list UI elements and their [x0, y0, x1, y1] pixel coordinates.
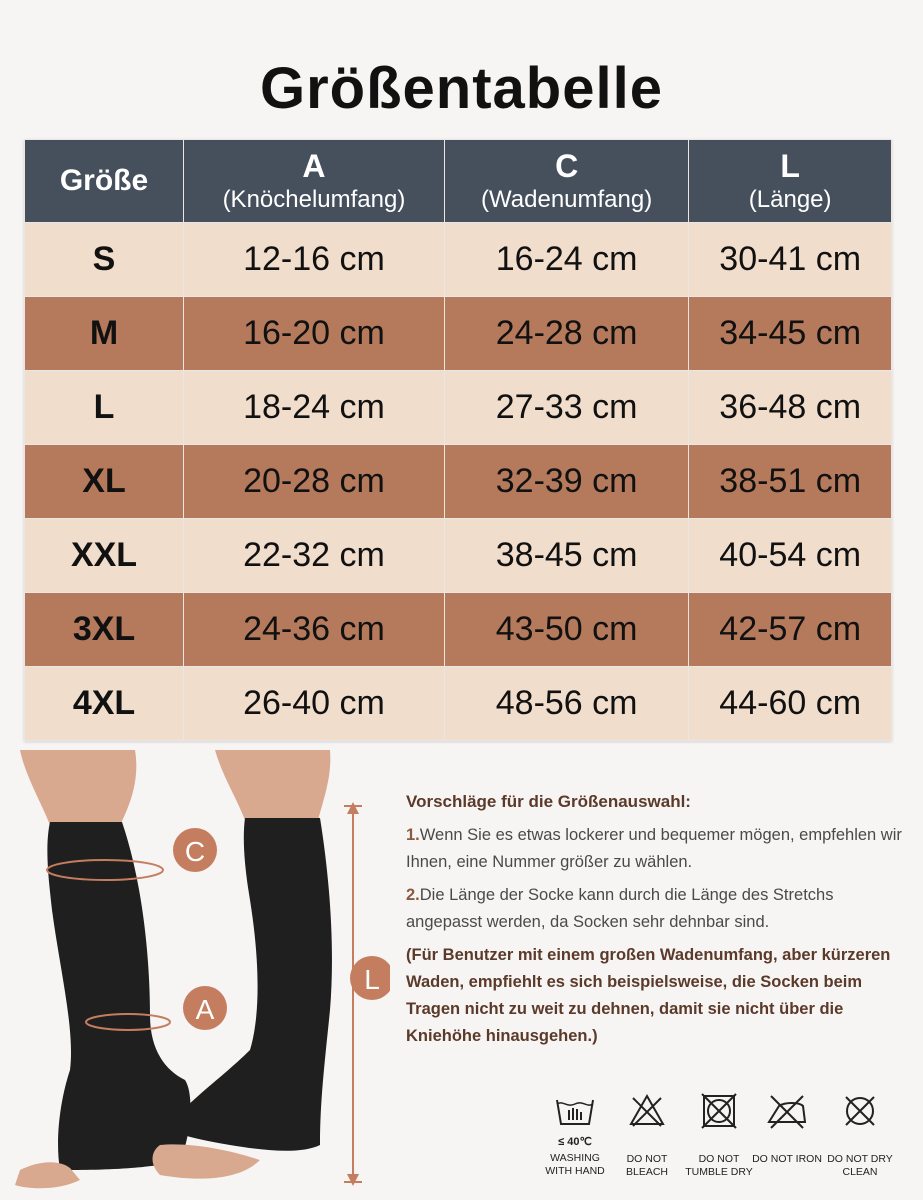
- care-label: DO NOT BLEACH: [625, 1153, 668, 1178]
- header-c: C (Wadenumfang): [444, 140, 688, 223]
- ankle-cell: 24-36 cm: [184, 593, 445, 667]
- no-bleach-icon: [627, 1092, 667, 1130]
- care-no-tumble-dry: [684, 1092, 754, 1179]
- wash-temp: ≤ 40℃: [558, 1136, 592, 1148]
- tip-2: 2.Die Länge der Socke kann durch die Länge des Stretchs angepasst werden, da Socken sehr dehnbar sind.: [406, 886, 834, 931]
- label-c: C: [184, 836, 206, 867]
- size-table: [24, 139, 892, 741]
- calf-cell: 48-56 cm: [444, 667, 688, 741]
- size-tips: [406, 792, 911, 1050]
- ankle-cell: 26-40 cm: [184, 667, 445, 741]
- page-title: Größentabelle: [260, 56, 663, 121]
- care-instructions: [540, 1092, 915, 1200]
- ankle-cell: 20-28 cm: [184, 445, 445, 519]
- care-no-dry-clean: [825, 1092, 895, 1179]
- table-row: [25, 371, 892, 445]
- care-hand-wash: [540, 1092, 610, 1178]
- size-cell: S: [25, 223, 184, 297]
- size-cell: XL: [25, 445, 184, 519]
- care-label: DO NOT DRY CLEAN: [827, 1153, 893, 1178]
- calf-cell: 32-39 cm: [444, 445, 688, 519]
- calf-cell: 27-33 cm: [444, 371, 688, 445]
- care-label: DO NOT IRON: [752, 1153, 822, 1165]
- length-cell: 40-54 cm: [689, 519, 892, 593]
- size-cell: 4XL: [25, 667, 184, 741]
- length-cell: 44-60 cm: [689, 667, 892, 741]
- header-size: Größe: [25, 140, 184, 223]
- label-l: L: [364, 964, 380, 995]
- length-cell: 42-57 cm: [689, 593, 892, 667]
- length-cell: 38-51 cm: [689, 445, 892, 519]
- table-row: [25, 297, 892, 371]
- care-label: DO NOT TUMBLE DRY: [685, 1153, 753, 1178]
- header-a: A (Knöchelumfang): [184, 140, 445, 223]
- header-l: L (Länge): [689, 140, 892, 223]
- ankle-cell: 12-16 cm: [184, 223, 445, 297]
- ankle-cell: 22-32 cm: [184, 519, 445, 593]
- table-row: [25, 593, 892, 667]
- calf-cell: 38-45 cm: [444, 519, 688, 593]
- length-cell: 36-48 cm: [689, 371, 892, 445]
- size-cell: M: [25, 297, 184, 371]
- table-row: [25, 445, 892, 519]
- calf-cell: 43-50 cm: [444, 593, 688, 667]
- no-dry-clean-icon: [840, 1092, 880, 1130]
- length-cell: 34-45 cm: [689, 297, 892, 371]
- hand-wash-icon: [553, 1092, 597, 1130]
- no-iron-icon: [765, 1092, 809, 1130]
- size-cell: L: [25, 371, 184, 445]
- arrow-up-icon: [347, 802, 359, 814]
- table-row: [25, 667, 892, 741]
- sock-illustration: [0, 750, 390, 1200]
- length-cell: 30-41 cm: [689, 223, 892, 297]
- calf-cell: 24-28 cm: [444, 297, 688, 371]
- table-row: [25, 519, 892, 593]
- label-a: A: [195, 994, 215, 1025]
- arrow-down-icon: [347, 1174, 359, 1186]
- no-tumble-dry-icon: [699, 1092, 739, 1130]
- care-no-bleach: [612, 1092, 682, 1179]
- ankle-cell: 16-20 cm: [184, 297, 445, 371]
- care-label: WASHING WITH HAND: [545, 1152, 605, 1177]
- care-no-iron: [752, 1092, 822, 1166]
- tip-note: (Für Benutzer mit einem großen Wadenumfang, aber kürzeren Waden, empfiehlt es sich beispielsweise, die Socken beim Tragen nicht zu weit zu dehnen, damit sie nicht über die Kniehöhe hinausgehen.): [406, 946, 891, 1045]
- tips-heading: Vorschläge für die Größenauswahl:: [406, 792, 691, 811]
- calf-cell: 16-24 cm: [444, 223, 688, 297]
- tip-1: 1.Wenn Sie es etwas lockerer und bequemer mögen, empfehlen wir Ihnen, eine Nummer größer zu wählen.: [406, 826, 902, 871]
- ankle-cell: 18-24 cm: [184, 371, 445, 445]
- size-cell: XXL: [25, 519, 184, 593]
- table-row: [25, 223, 892, 297]
- size-cell: 3XL: [25, 593, 184, 667]
- table-header-row: [25, 140, 892, 223]
